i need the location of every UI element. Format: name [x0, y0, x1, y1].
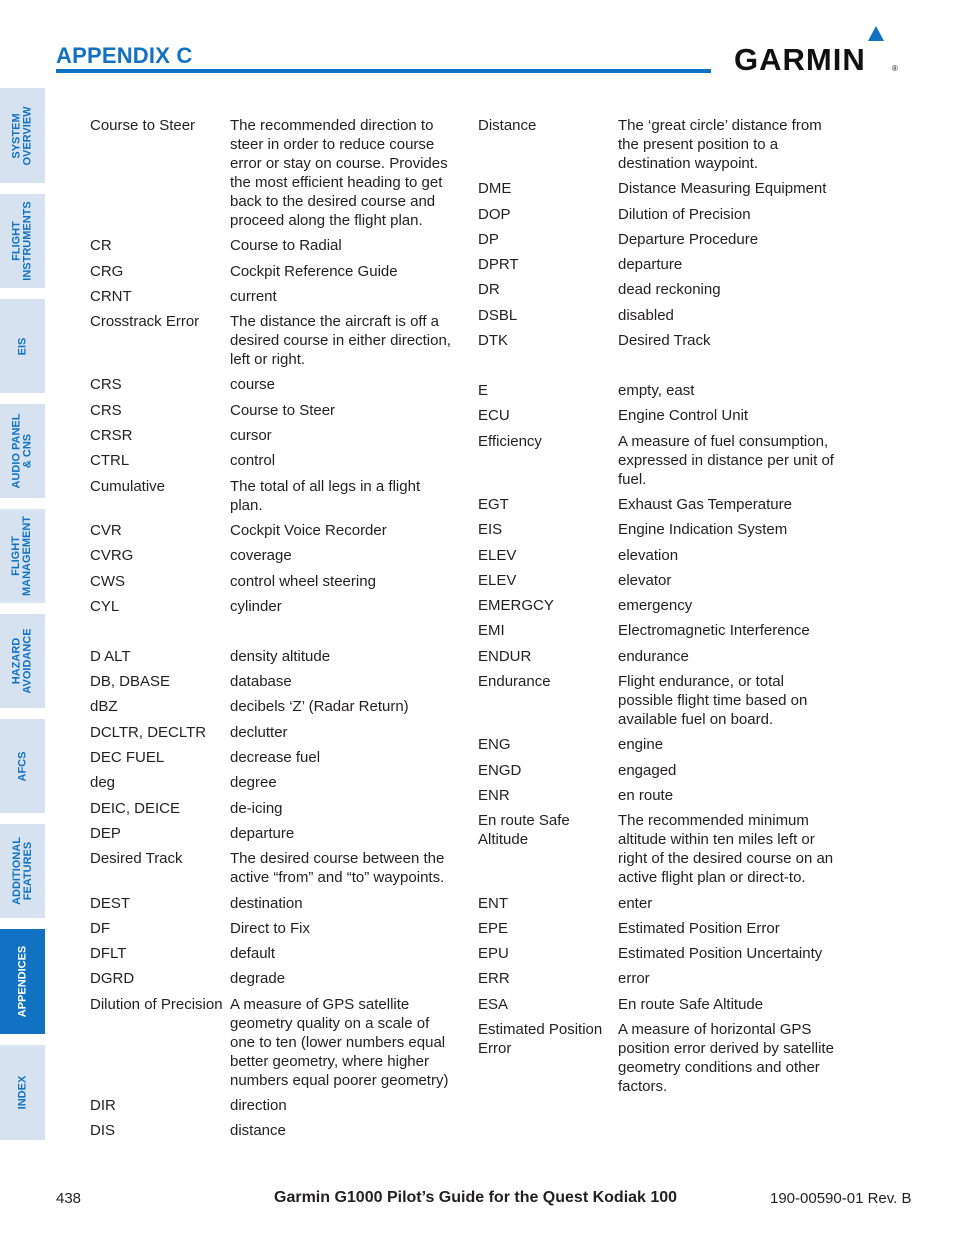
glossary-entry — [478, 116, 858, 173]
glossary-definition: degrade — [230, 970, 286, 988]
glossary-definition: Engine Indication System — [618, 521, 788, 539]
glossary-term: Course to Steer — [90, 117, 196, 134]
glossary-term: Desired Track — [90, 850, 183, 868]
glossary-definition: departure — [618, 256, 683, 274]
glossary-definition: The recommended direction to steer in order to reduce course error or stay on course. Provides the most efficient heading to get back to the desired course and proceed along the flight plan. — [230, 117, 448, 229]
glossary-term: CWS — [90, 572, 125, 590]
glossary-entry — [90, 401, 460, 420]
entry-spacer — [90, 1140, 460, 1146]
glossary-term: ENT — [478, 894, 508, 912]
glossary-entry — [90, 236, 460, 255]
glossary-entry — [478, 381, 858, 400]
glossary-definition: error — [618, 970, 650, 988]
glossary-definition: A measure of horizontal GPS position error derived by satellite geometry conditions and other factors. — [618, 1021, 834, 1096]
glossary-term: DIS — [90, 1122, 116, 1140]
glossary-definition: A measure of GPS satellite geometry quality on a scale of one to ten (lower numbers equal better geometry, where higher numbers equal poorer geometry) — [230, 995, 449, 1089]
glossary-term: CR — [90, 237, 112, 255]
glossary-term: CTRL — [90, 452, 130, 470]
glossary-entry — [90, 969, 460, 988]
glossary-term: ERR — [478, 970, 510, 988]
tab-flight-management[interactable] — [0, 509, 45, 603]
glossary-definition: The recommended minimum altitude within ten miles left or right of the desired course on an active flight plan or direct-to. — [618, 812, 834, 887]
glossary-term: CRSR — [90, 427, 133, 445]
glossary-term: ENG — [478, 736, 511, 754]
tab-label: INDEX — [16, 1075, 28, 1110]
glossary-term: ENR — [478, 786, 510, 804]
glossary-entry — [90, 773, 460, 792]
glossary-definition: elevation — [618, 546, 679, 564]
tab-label: HAZARD AVOIDANCE — [10, 628, 34, 694]
glossary-term: Endurance — [478, 673, 551, 691]
glossary-definition: The ‘great circle’ distance from the present position to a destination waypoint. — [618, 117, 822, 172]
glossary-definition: density altitude — [230, 647, 331, 665]
glossary-term: Efficiency — [478, 432, 542, 450]
glossary-definition: Engine Control Unit — [618, 407, 749, 425]
entry-spacer — [478, 350, 858, 381]
glossary-definition: Cockpit Reference Guide — [230, 262, 398, 280]
glossary-entry — [478, 495, 858, 514]
glossary-entry — [90, 647, 460, 666]
glossary-definition: engaged — [618, 761, 677, 779]
tab-label: FLIGHT MANAGEMENT — [10, 515, 34, 597]
glossary-term: Cumulative — [90, 477, 166, 495]
tab-index[interactable] — [0, 1045, 45, 1140]
glossary-entry — [478, 811, 858, 887]
glossary-definition: enter — [618, 894, 653, 912]
glossary-term: EMI — [478, 622, 505, 640]
glossary-term: ECU — [478, 407, 510, 425]
glossary-entry — [90, 849, 460, 887]
glossary-entry — [90, 451, 460, 470]
glossary-term: Estimated Position Error — [478, 1021, 603, 1058]
page-title: APPENDIX C — [56, 43, 193, 68]
glossary-term: Crosstrack Error — [90, 313, 200, 331]
glossary-term: CVR — [90, 521, 122, 539]
glossary-term: DEC FUEL — [90, 749, 165, 767]
glossary-entry — [90, 824, 460, 843]
glossary-right-column — [478, 116, 858, 1102]
glossary-entry — [90, 375, 460, 394]
glossary-definition: emergency — [618, 597, 693, 615]
glossary-entry — [90, 312, 460, 369]
glossary-term: DCLTR, DECLTR — [90, 723, 207, 741]
glossary-term: DME — [478, 180, 512, 198]
glossary-term: E — [478, 382, 489, 400]
glossary-entry — [478, 230, 858, 249]
glossary-entry — [90, 521, 460, 540]
glossary-definition: control — [230, 452, 276, 470]
tab-eis[interactable] — [0, 299, 45, 393]
glossary-entry — [478, 179, 858, 198]
glossary-term: DEIC, DEICE — [90, 799, 181, 817]
glossary-entry — [90, 799, 460, 818]
glossary-definition: database — [230, 673, 292, 691]
glossary-term: DGRD — [90, 970, 135, 988]
glossary-entry — [478, 969, 858, 988]
glossary-definition: En route Safe Altitude — [618, 995, 764, 1013]
glossary-definition: Estimated Position Error — [618, 919, 780, 937]
glossary-term: DTK — [478, 332, 508, 350]
glossary-left-column — [90, 116, 460, 1147]
tab-audio-panel-cns[interactable] — [0, 404, 45, 498]
tab-label: ADDITIONAL FEATURES — [10, 837, 34, 905]
glossary-term: ESA — [478, 995, 509, 1013]
glossary-term: EMERGCY — [478, 597, 554, 615]
glossary-definition: Electromagnetic Interference — [618, 622, 810, 640]
glossary-entry — [90, 697, 460, 716]
glossary-definition: The total of all legs in a flight plan. — [230, 477, 421, 514]
glossary-definition: direction — [230, 1097, 287, 1115]
glossary-entry — [90, 995, 460, 1090]
tab-label: EIS — [15, 337, 28, 355]
glossary-definition: current — [230, 287, 277, 305]
glossary-term: ELEV — [478, 546, 517, 564]
glossary-entry — [90, 723, 460, 742]
glossary-entry — [478, 306, 858, 325]
glossary-entry — [478, 894, 858, 913]
glossary-term: CRS — [90, 401, 122, 419]
glossary-term: DEP — [90, 824, 121, 842]
glossary-entry — [478, 406, 858, 425]
glossary-term: ENDUR — [478, 647, 532, 665]
glossary-term: DIR — [90, 1097, 116, 1115]
glossary-definition: endurance — [618, 647, 689, 665]
glossary-definition: Course to Radial — [230, 237, 342, 255]
glossary-term: ENGD — [478, 761, 522, 779]
glossary-definition: empty, east — [618, 382, 695, 400]
glossary-entry — [478, 280, 858, 299]
glossary-entry — [478, 995, 858, 1014]
glossary-entry — [478, 331, 858, 350]
glossary-definition: The desired course between the active “from” and “to” waypoints. — [230, 850, 445, 887]
glossary-term: EPE — [478, 919, 509, 937]
glossary-entry — [478, 520, 858, 539]
glossary-term: DSBL — [478, 306, 518, 324]
tab-flight-instruments[interactable] — [0, 194, 45, 288]
entry-spacer — [478, 1096, 858, 1102]
logo-registered-mark: ® — [892, 64, 898, 73]
glossary-entry — [90, 426, 460, 445]
glossary-entry — [90, 894, 460, 913]
glossary-entry — [478, 621, 858, 640]
header-rule — [56, 69, 711, 73]
logo-triangle-icon — [868, 26, 884, 41]
glossary-definition: Direct to Fix — [230, 919, 311, 937]
glossary-entry — [90, 546, 460, 565]
garmin-logo — [734, 26, 900, 76]
glossary-definition: Estimated Position Uncertainty — [618, 945, 823, 963]
glossary-definition: Dilution of Precision — [618, 205, 751, 223]
glossary-term: EIS — [478, 521, 503, 539]
glossary-entry — [478, 761, 858, 780]
glossary-definition: de-icing — [230, 799, 283, 817]
glossary-definition: destination — [230, 894, 303, 912]
glossary-entry — [90, 572, 460, 591]
glossary-definition: distance — [230, 1122, 286, 1140]
glossary-definition: degree — [230, 774, 277, 792]
glossary-term: D ALT — [90, 647, 131, 665]
footer-title: Garmin G1000 Pilot’s Guide for the Quest Kodiak 100 — [274, 1189, 678, 1206]
glossary-term: EGT — [478, 495, 509, 513]
glossary-definition: engine — [618, 736, 664, 754]
glossary-entry — [478, 546, 858, 565]
glossary-entry — [478, 1020, 858, 1096]
document-number: 190-00590-01 Rev. B — [770, 1190, 912, 1207]
tab-hazard-avoidance[interactable] — [0, 614, 45, 708]
glossary-term: DB, DBASE — [90, 673, 171, 691]
glossary-entry — [90, 919, 460, 938]
glossary-term: ELEV — [478, 571, 517, 589]
glossary-term: dBZ — [90, 698, 118, 716]
tab-additional-features[interactable] — [0, 824, 45, 918]
tab-label: SYSTEM OVERVIEW — [10, 105, 34, 166]
tab-label: APPENDICES — [16, 945, 28, 1018]
glossary-definition: cursor — [230, 427, 272, 445]
glossary-entry — [90, 287, 460, 306]
glossary-definition: Desired Track — [618, 332, 711, 350]
glossary-definition: Course to Steer — [230, 401, 336, 419]
glossary-term: DF — [90, 919, 110, 937]
glossary-entry — [478, 735, 858, 754]
glossary-definition: elevator — [618, 571, 672, 589]
glossary-term: CYL — [90, 597, 120, 615]
glossary-entry — [90, 597, 460, 616]
glossary-term: deg — [90, 774, 116, 792]
glossary-term: DFLT — [90, 945, 127, 963]
entry-spacer — [90, 616, 460, 647]
glossary-term: EPU — [478, 945, 509, 963]
glossary-definition: en route — [618, 786, 674, 804]
glossary-definition: decrease fuel — [230, 749, 321, 767]
glossary-entry — [90, 944, 460, 963]
glossary-term: En route Safe Altitude — [478, 812, 570, 849]
glossary-definition: A measure of fuel consumption, expressed in distance per unit of fuel. — [618, 432, 834, 488]
glossary-entry — [478, 944, 858, 963]
tab-label: AFCS — [15, 751, 28, 781]
tab-system-overview[interactable] — [0, 88, 45, 183]
glossary-entry — [90, 1121, 460, 1140]
page-number: 438 — [56, 1190, 82, 1207]
glossary-term: Dilution of Precision — [90, 995, 223, 1013]
glossary-definition: cylinder — [230, 597, 282, 615]
glossary-entry — [478, 205, 858, 224]
glossary-entry — [90, 748, 460, 767]
glossary-entry — [478, 919, 858, 938]
glossary-definition: Distance Measuring Equipment — [618, 180, 827, 198]
glossary-definition: control wheel steering — [230, 572, 376, 590]
glossary-entry — [478, 647, 858, 666]
glossary-term: DOP — [478, 205, 511, 223]
glossary-entry — [90, 1096, 460, 1115]
glossary-definition: dead reckoning — [618, 281, 721, 299]
glossary-definition: The distance the aircraft is off a desired course in either direction, left or right. — [230, 313, 451, 369]
glossary-term: CRNT — [90, 287, 132, 305]
glossary-entry — [478, 432, 858, 489]
glossary-entry — [90, 116, 460, 230]
glossary-definition: disabled — [618, 306, 674, 324]
glossary-term: DR — [478, 281, 500, 299]
glossary-definition: Flight endurance, or total possible flight time based on available fuel on board. — [618, 673, 808, 729]
glossary-entry — [478, 571, 858, 590]
glossary-entry — [90, 477, 460, 515]
glossary-term: CRG — [90, 262, 124, 280]
glossary-term: DEST — [90, 894, 131, 912]
glossary-definition: course — [230, 376, 276, 394]
tab-appendices[interactable] — [0, 929, 45, 1034]
glossary-definition: declutter — [230, 723, 288, 741]
glossary-term: DPRT — [478, 256, 519, 274]
glossary-entry — [90, 262, 460, 281]
glossary-definition: decibels ‘Z’ (Radar Return) — [230, 698, 409, 716]
glossary-entry — [478, 786, 858, 805]
glossary-definition: departure — [230, 824, 295, 842]
tab-afcs[interactable] — [0, 719, 45, 813]
glossary-definition: default — [230, 945, 276, 963]
glossary-term: Distance — [478, 117, 537, 134]
glossary-definition: Departure Procedure — [618, 230, 759, 248]
glossary-entry — [478, 596, 858, 615]
tab-label: FLIGHT INSTRUMENTS — [10, 201, 34, 281]
glossary-term: DP — [478, 230, 499, 248]
glossary-definition: coverage — [230, 547, 292, 565]
glossary-term: CVRG — [90, 547, 134, 565]
glossary-entry — [478, 255, 858, 274]
glossary-entry — [478, 672, 858, 729]
tab-label: AUDIO PANEL & CNS — [10, 413, 34, 489]
glossary-term: CRS — [90, 376, 122, 394]
glossary-definition: Cockpit Voice Recorder — [230, 521, 387, 539]
glossary-definition: Exhaust Gas Temperature — [618, 495, 792, 513]
logo-text: GARMIN — [734, 42, 866, 77]
glossary-entry — [90, 672, 460, 691]
